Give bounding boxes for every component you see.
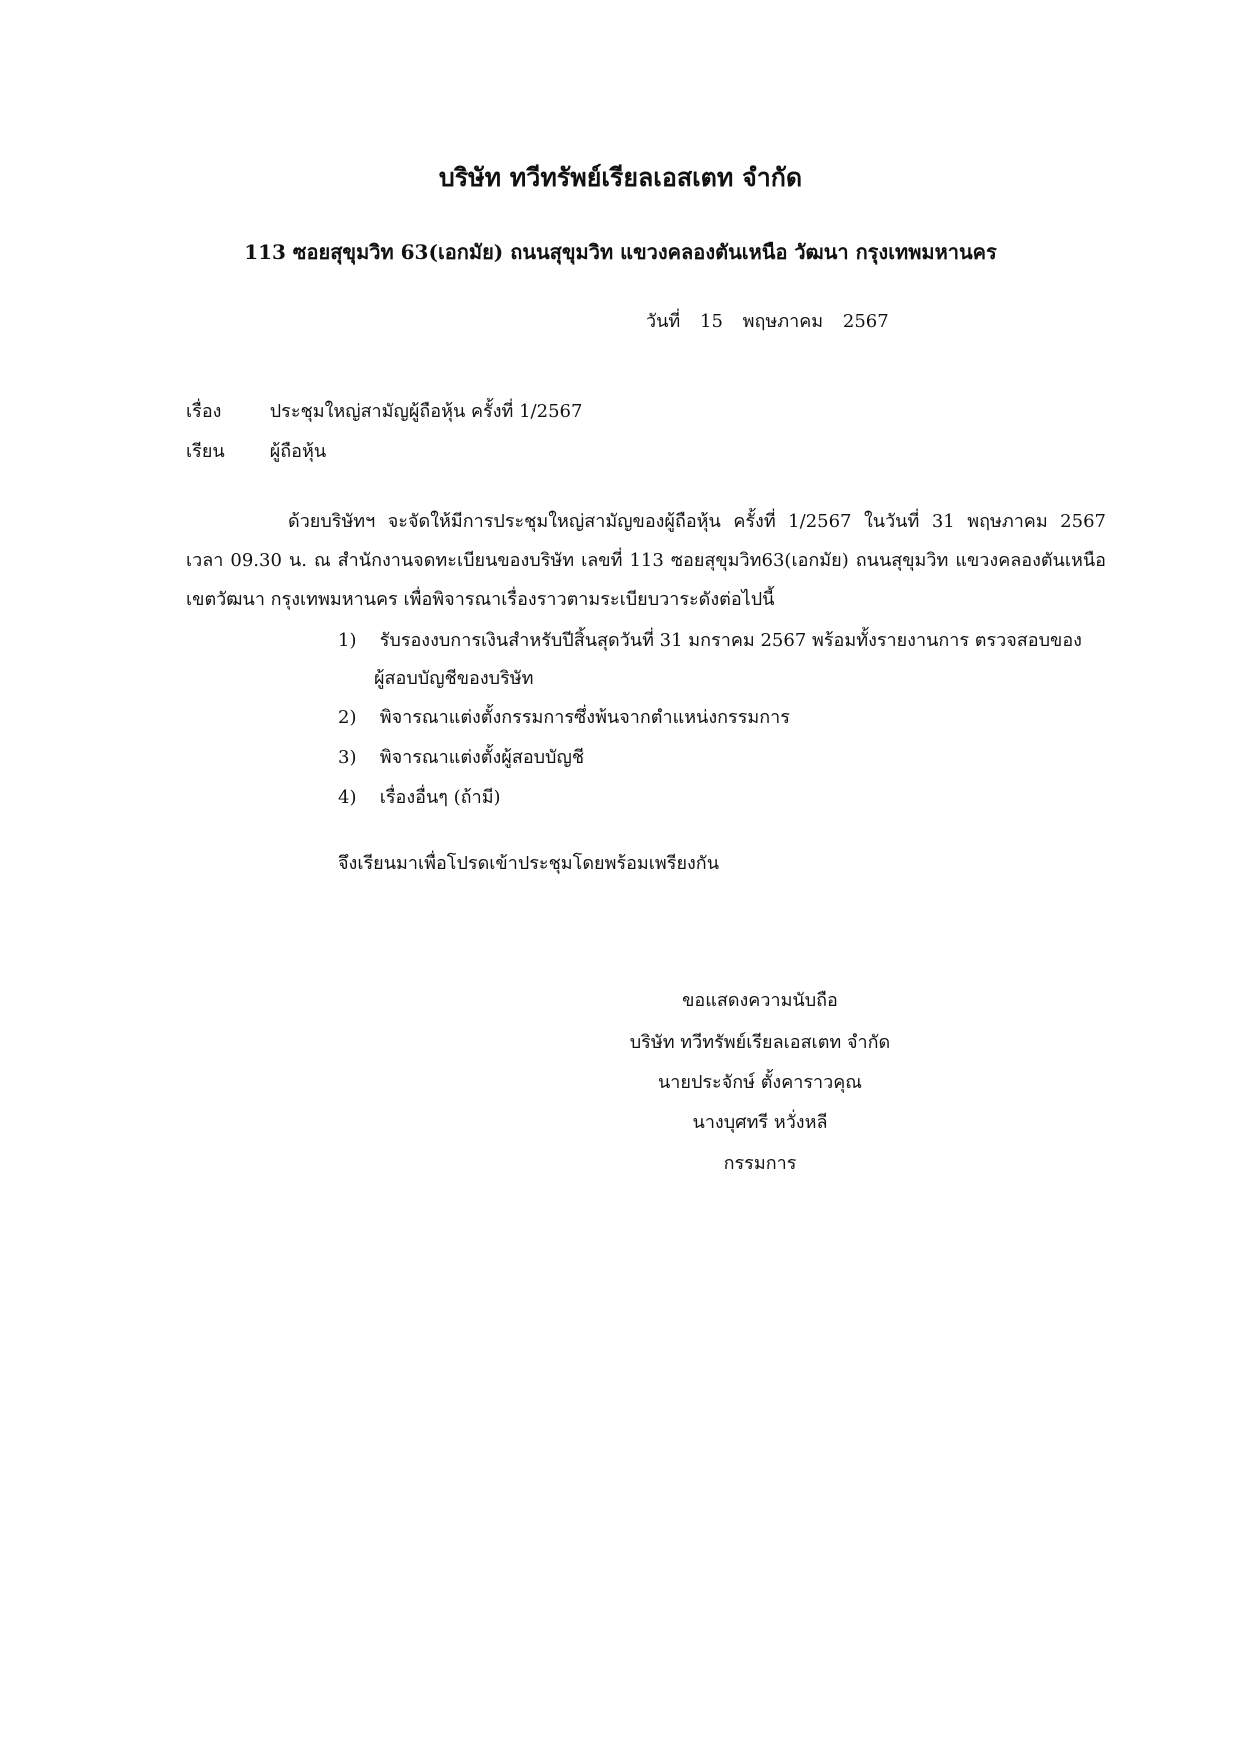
subject-row — [186, 396, 582, 425]
date-label: วันที่ — [646, 311, 681, 332]
agenda-item-1-continued: ผู้สอบบัญชีของบริษัท — [374, 668, 534, 689]
agenda-text: พิจารณาแต่งตั้งกรรมการซึ่งพ้นจากตำแหน่งกรรมการ — [379, 707, 790, 728]
agenda-text: รับรองงบการเงินสำหรับปีสิ้นสุดวันที่ 31 มกราคม 2567 พร้อมทั้งรายงานการ ตรวจสอบของ — [379, 630, 1082, 651]
date-month: พฤษภาคม — [742, 311, 824, 332]
agenda-number: 4) — [338, 787, 357, 808]
date-year: 2567 — [842, 311, 889, 332]
agenda-item-2 — [338, 702, 790, 731]
agenda-number: 1) — [338, 630, 357, 651]
agenda-number: 2) — [338, 707, 357, 728]
agenda-item-3 — [338, 742, 584, 771]
signer-name-2: นางบุศทรี หวั่งหลี — [692, 1112, 828, 1133]
recipient-label: เรียน — [186, 441, 225, 462]
recipient-value: ผู้ถือหุ้น — [269, 441, 327, 462]
body-paragraph-line-3: เขตวัฒนา กรุงเทพมหานคร เพื่อพิจารณาเรื่องราวตามระเบียบวาระดังต่อไปนี้ — [186, 589, 775, 610]
signer-name-1: นายประจักษ์ ตั้งคาราวคุณ — [657, 1072, 862, 1093]
date-day: 15 — [700, 311, 723, 332]
subject-value: ประชุมใหญ่สามัญผู้ถือหุ้น ครั้งที่ 1/2567 — [269, 401, 583, 422]
recipient-row — [186, 436, 326, 465]
body-paragraph-line-2: เวลา 09.30 น. ณ สำนักงานจดทะเบียนของบริษัท เลขที่ 113 ซอยสุขุมวิท63(เอกมัย) ถนนสุขุมวิท แขวงคลองตันเหนือ — [186, 550, 1106, 571]
company-address: 113 ซอยสุขุมวิท 63(เอกมัย) ถนนสุขุมวิท แขวงคลองตันเหนือ วัฒนา กรุงเทพมหานคร — [244, 240, 997, 264]
company-title: บริษัท ทวีทรัพย์เรียลเอสเตท จำกัด — [438, 163, 803, 192]
signer-title: กรรมการ — [723, 1153, 797, 1174]
subject-label: เรื่อง — [186, 401, 222, 422]
agenda-number: 3) — [338, 747, 357, 768]
agenda-text: เรื่องอื่นๆ (ถ้ามี) — [379, 787, 501, 808]
closing-sentence: จึงเรียนมาเพื่อโปรดเข้าประชุมโดยพร้อมเพรียงกัน — [338, 853, 720, 874]
agenda-item-4 — [338, 782, 501, 811]
document-date — [646, 306, 903, 335]
signature-company: บริษัท ทวีทรัพย์เรียลเอสเตท จำกัด — [629, 1032, 891, 1053]
signature-regards: ขอแสดงความนับถือ — [682, 990, 838, 1011]
agenda-item-1 — [338, 625, 1082, 654]
body-paragraph-line-1: ด้วยบริษัทฯ จะจัดให้มีการประชุมใหญ่สามัญของผู้ถือหุ้น ครั้งที่ 1/2567 ในวันที่ 31 พฤษภาคม 2567 — [288, 511, 1106, 532]
agenda-text: พิจารณาแต่งตั้งผู้สอบบัญชี — [379, 747, 585, 768]
